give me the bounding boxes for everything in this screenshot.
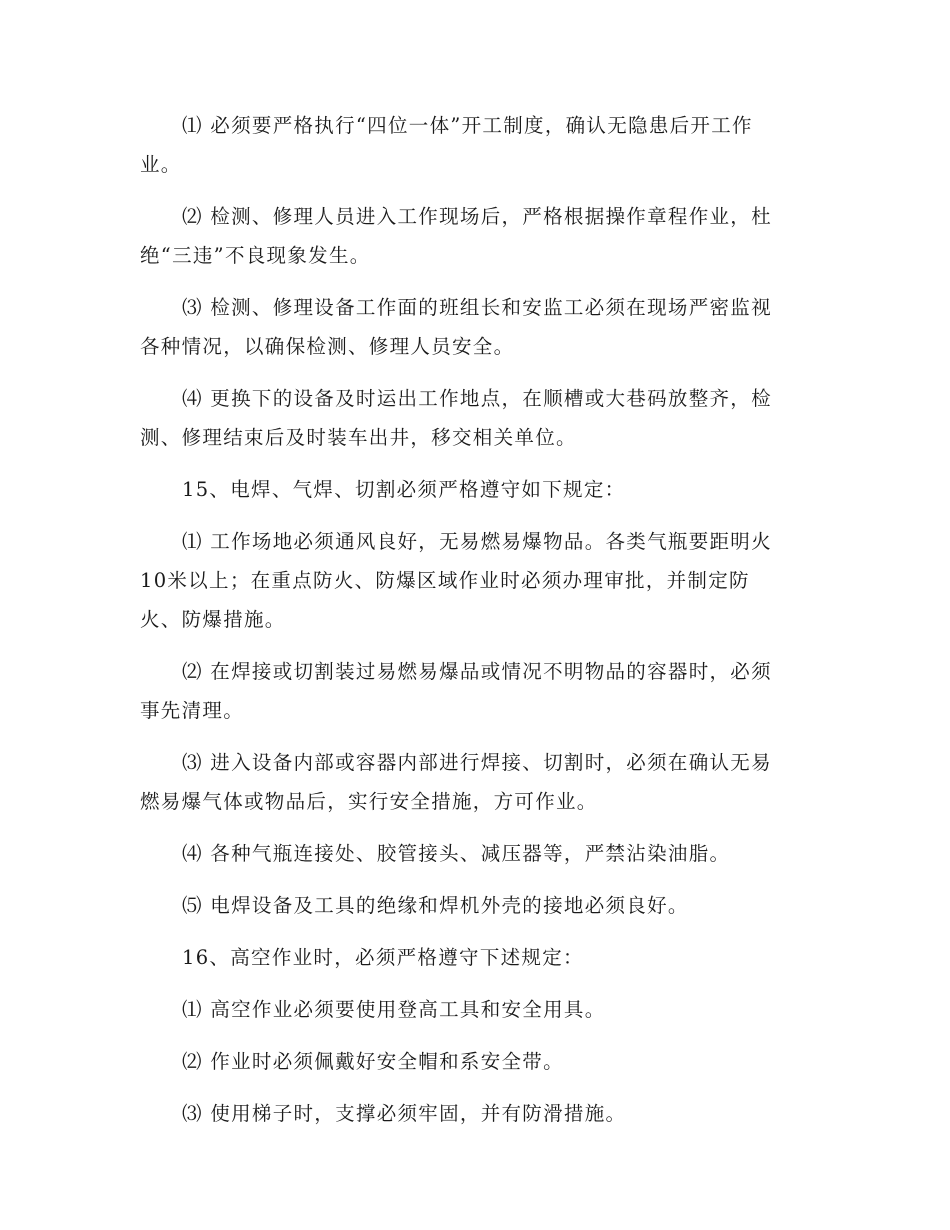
paragraph-3: ⑶ 检测、修理设备工作面的班组长和安监工必须在现场严密监视 各种情况，以确保检测、修理人员安全。: [140, 296, 772, 358]
document-body: [140, 106, 812, 1146]
paragraph-9: ⑷ 各种气瓶连接处、胶管接头、减压器等，严禁沾染油脂。: [182, 842, 731, 865]
paragraph-2: ⑵ 检测、修理人员进入工作现场后，严格根据操作章程作业，杜 绝“三违”不良现象发生。: [140, 205, 772, 267]
paragraph-1: ⑴ 必须要严格执行“四位一体”开工制度，确认无隐患后开工作 业。: [140, 114, 753, 176]
paragraph-8: ⑶ 进入设备内部或容器内部进行焊接、切割时，必须在确认无易 燃易爆气体或物品后，实行安全措施，方可作业。: [140, 751, 772, 813]
paragraph-13: ⑵ 作业时必须佩戴好安全帽和系安全带。: [182, 1050, 564, 1073]
paragraph-6: ⑴ 工作场地必须通风良好，无易燃易爆物品。各类气瓶要距明火 10米以上；在重点防火、防爆区域作业时必须办理审批，并制定防 火、防爆措施。: [140, 530, 772, 631]
paragraph-4: ⑷ 更换下的设备及时运出工作地点，在顺槽或大巷码放整齐，检 测、修理结束后及时装车出井，移交相关单位。: [140, 387, 772, 449]
paragraph-7: ⑵ 在焊接或切割装过易燃易爆品或情况不明物品的容器时，必须 事先清理。: [140, 660, 772, 722]
section-heading-15: 15、电焊、气焊、切割必须严格遵守如下规定：: [182, 478, 626, 501]
paragraph-10: ⑸ 电焊设备及工具的绝缘和焊机外壳的接地必须良好。: [182, 894, 689, 917]
paragraph-12: ⑴ 高空作业必须要使用登高工具和安全用具。: [182, 998, 606, 1021]
section-heading-16: 16、高空作业时，必须严格遵守下述规定：: [182, 946, 584, 969]
paragraph-14: ⑶ 使用梯子时，支撑必须牢固，并有防滑措施。: [182, 1102, 627, 1125]
